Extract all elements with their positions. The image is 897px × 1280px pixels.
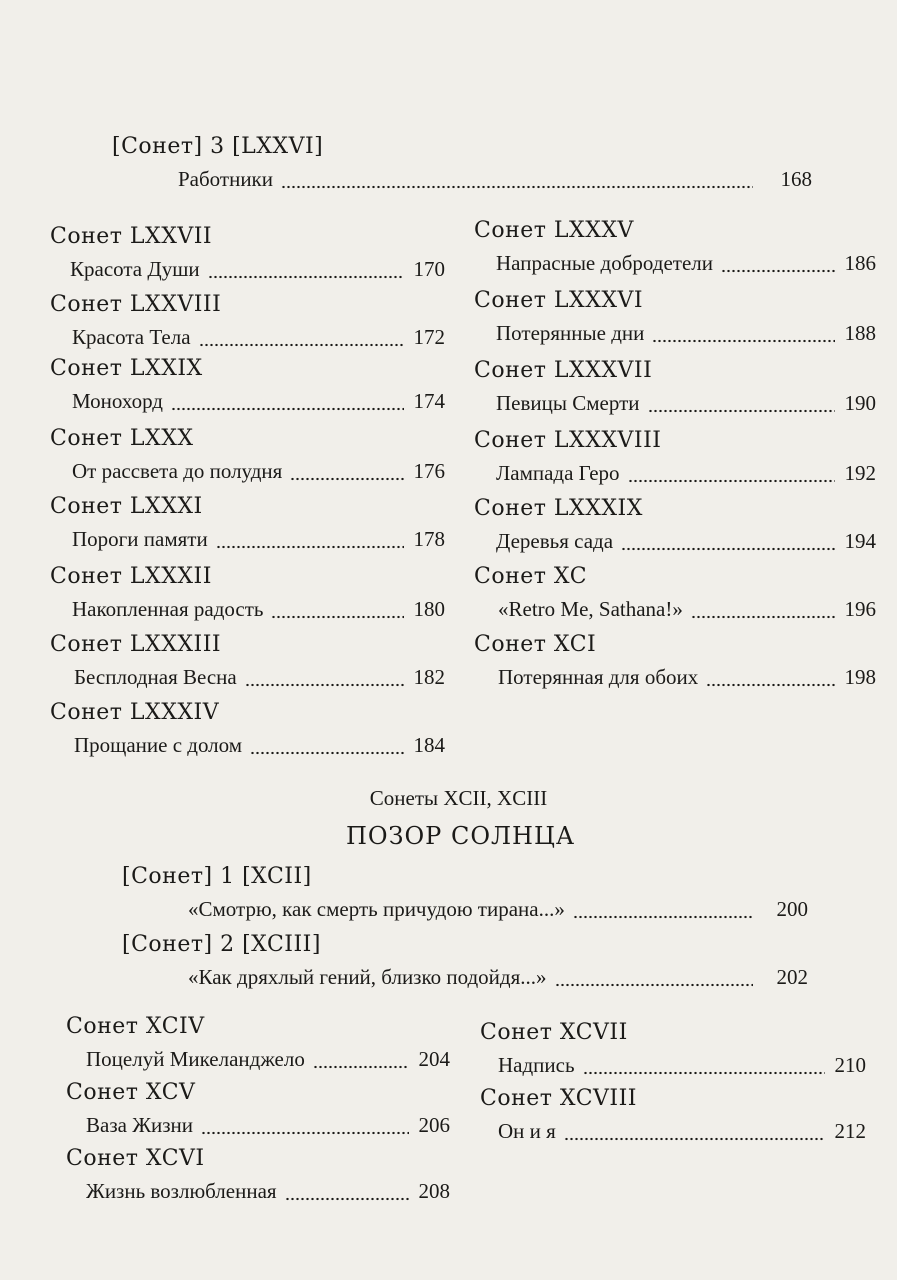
toc-item-head: Сонет LXXVIII <box>50 292 222 317</box>
toc-item-head: Сонет XCVIII <box>480 1086 637 1111</box>
dot-leader <box>628 478 835 484</box>
toc-item <box>66 1012 450 1078</box>
toc-item-title: Накопленная радость <box>72 597 264 621</box>
toc-item-head: Сонет LXXIX <box>50 356 203 381</box>
toc-item-head: Сонет XCI <box>474 632 597 657</box>
toc-item-entry <box>72 320 445 354</box>
dot-leader <box>706 682 834 688</box>
dot-leader <box>201 1130 408 1136</box>
toc-item-title: Прощание с долом <box>74 733 243 757</box>
toc-item-head: [Сонет] 1 [XCII] <box>122 864 312 889</box>
toc-item-head: Сонет LXXVII <box>50 224 213 249</box>
toc-item-entry <box>72 384 445 418</box>
toc-item-page: 206 <box>418 1113 450 1137</box>
toc-item-page: 176 <box>413 459 445 483</box>
toc-item-title: Красота Души <box>70 257 200 281</box>
toc-item-head: Сонет LXXXI <box>50 494 203 519</box>
dot-leader <box>313 1064 409 1070</box>
toc-left-column <box>50 222 445 766</box>
toc-item-title: Потерянная для обоих <box>498 665 699 689</box>
toc-item-entry <box>86 1108 450 1142</box>
toc-item <box>474 286 876 356</box>
toc-item <box>50 290 445 354</box>
toc-item-title: Лампада Геро <box>496 461 620 485</box>
toc-item-title: Ваза Жизни <box>86 1113 194 1137</box>
toc-item-title: От рассвета до полудня <box>72 459 283 483</box>
toc-item-page: 208 <box>418 1179 450 1203</box>
toc-item <box>50 492 445 562</box>
toc-item-head: Сонет LXXX <box>50 426 194 451</box>
toc-bottom-right-column <box>480 1018 866 1150</box>
toc-item-page: 198 <box>844 665 876 689</box>
dot-leader <box>271 614 403 620</box>
toc-item-entry <box>496 246 876 280</box>
toc-item-head: Сонет LXXXIV <box>50 700 220 725</box>
toc-item-page: 186 <box>844 251 876 275</box>
dot-leader <box>583 1070 825 1076</box>
toc-item-title: Работники <box>178 167 274 191</box>
toc-item-title: Деревья сада <box>496 529 614 553</box>
toc-item-page: 180 <box>413 597 445 621</box>
toc-item-page: 184 <box>413 733 445 757</box>
toc-item-title: Жизнь возлюбленная <box>86 1179 277 1203</box>
toc-item-page: 204 <box>418 1047 450 1071</box>
toc-item-title: Надпись <box>498 1053 575 1077</box>
toc-item <box>50 222 445 290</box>
toc-item-head: Сонет LXXXVIII <box>474 428 662 453</box>
toc-item <box>474 356 876 426</box>
toc-item <box>66 1144 450 1210</box>
toc-item-top <box>112 132 812 196</box>
toc-item-entry <box>72 454 445 488</box>
dot-leader <box>691 614 835 620</box>
toc-item-title: Потерянные дни <box>496 321 645 345</box>
toc-item-title: Поцелуй Микеланджело <box>86 1047 305 1071</box>
dot-leader <box>281 184 752 190</box>
section-title: ПОЗОР СОЛНЦА <box>345 822 576 850</box>
toc-item-page: 212 <box>834 1119 866 1143</box>
toc-item-entry <box>74 660 445 694</box>
toc-item-page: 182 <box>413 665 445 689</box>
toc-item-title: Певицы Смерти <box>496 391 640 415</box>
toc-item-entry <box>86 1042 450 1076</box>
toc-item-page: 196 <box>844 597 876 621</box>
dot-leader <box>648 408 835 414</box>
dot-leader <box>208 274 404 280</box>
toc-item-page: 194 <box>844 529 876 553</box>
toc-item-page: 174 <box>413 389 445 413</box>
toc-item-title: Красота Тела <box>72 325 191 349</box>
toc-item-entry <box>70 252 445 286</box>
toc-item-head: Сонет XCVII <box>480 1020 628 1045</box>
section-subtitle: Сонеты XCII, XCIII <box>369 786 548 810</box>
toc-item-page: 188 <box>844 321 876 345</box>
toc-item <box>474 426 876 494</box>
toc-item-entry <box>496 386 876 420</box>
toc-item <box>122 862 808 930</box>
toc-item-title: Напрасные добродетели <box>496 251 713 275</box>
toc-item-entry <box>178 162 812 196</box>
toc-item-entry <box>498 1048 866 1082</box>
toc-item-page: 200 <box>776 897 808 921</box>
toc-item-page: 178 <box>413 527 445 551</box>
toc-item <box>480 1018 866 1084</box>
toc-item <box>66 1078 450 1144</box>
toc-item-head: Сонет LXXXVI <box>474 288 644 313</box>
dot-leader <box>621 546 834 552</box>
toc-item-page: 172 <box>413 325 445 349</box>
dot-leader <box>721 268 835 274</box>
toc-item-title: Он и я <box>498 1119 556 1143</box>
toc-item-title: Бесплодная Весна <box>74 665 237 689</box>
dot-leader <box>171 406 404 412</box>
toc-item-entry <box>74 728 445 762</box>
toc-item <box>50 424 445 492</box>
toc-bottom-left-column <box>66 1012 450 1210</box>
toc-item-head: Сонет LXXXV <box>474 218 634 243</box>
toc-item-head: Сонет XCVI <box>66 1146 205 1171</box>
toc-item-head: [Сонет] 3 [LXXVI] <box>112 134 324 159</box>
toc-item-entry <box>498 660 876 694</box>
toc-item <box>474 494 876 562</box>
dot-leader <box>290 476 403 482</box>
toc-item-entry <box>498 592 876 626</box>
toc-item <box>474 216 876 286</box>
toc-item-entry <box>496 316 876 350</box>
toc-item-entry <box>188 960 808 994</box>
toc-right-column <box>474 216 876 698</box>
toc-item <box>122 930 808 998</box>
toc-item-head: Сонет LXXXIX <box>474 496 643 521</box>
toc-item-head: Сонет XC <box>474 564 588 589</box>
toc-item-page: 168 <box>780 167 812 191</box>
dot-leader <box>555 982 753 988</box>
dot-leader <box>573 914 753 920</box>
toc-item-head: Сонет LXXXVII <box>474 358 653 383</box>
dot-leader <box>564 1136 825 1142</box>
toc-item-title: «Retro Me, Sathana!» <box>498 597 683 621</box>
toc-item-page: 170 <box>413 257 445 281</box>
toc-item-entry <box>188 892 808 926</box>
toc-item <box>480 1084 866 1150</box>
dot-leader <box>652 338 834 344</box>
toc-item <box>50 630 445 698</box>
toc-item-head: Сонет XCV <box>66 1080 196 1105</box>
toc-item-title: «Как дряхлый гений, близко подойдя...» <box>188 965 547 989</box>
toc-item-title: Пороги памяти <box>72 527 208 551</box>
toc-item-head: [Сонет] 2 [XCIII] <box>122 932 321 957</box>
toc-item <box>474 630 876 698</box>
toc-item-head: Сонет LXXXII <box>50 564 212 589</box>
toc-item <box>50 562 445 630</box>
toc-item-title: Монохорд <box>72 389 163 413</box>
toc-item-page: 190 <box>844 391 876 415</box>
toc-item-head: Сонет LXXXIII <box>50 632 222 657</box>
toc-item <box>50 698 445 766</box>
toc-section-items <box>122 862 808 998</box>
toc-item-title: «Смотрю, как смерть причудою тирана...» <box>188 897 565 921</box>
toc-item-entry <box>498 1114 866 1148</box>
dot-leader <box>285 1196 409 1202</box>
toc-item-entry <box>496 456 876 490</box>
toc-item-head: Сонет XCIV <box>66 1014 205 1039</box>
dot-leader <box>216 544 404 550</box>
toc-item <box>474 562 876 630</box>
toc-item-page: 210 <box>834 1053 866 1077</box>
dot-leader <box>250 750 403 756</box>
toc-item-entry <box>72 592 445 626</box>
dot-leader <box>245 682 404 688</box>
toc-item-entry <box>496 524 876 558</box>
toc-item-entry <box>86 1174 450 1208</box>
toc-item-entry <box>72 522 445 556</box>
toc-item-page: 192 <box>844 461 876 485</box>
toc-item-page: 202 <box>776 965 808 989</box>
dot-leader <box>199 342 404 348</box>
toc-item <box>50 354 445 424</box>
